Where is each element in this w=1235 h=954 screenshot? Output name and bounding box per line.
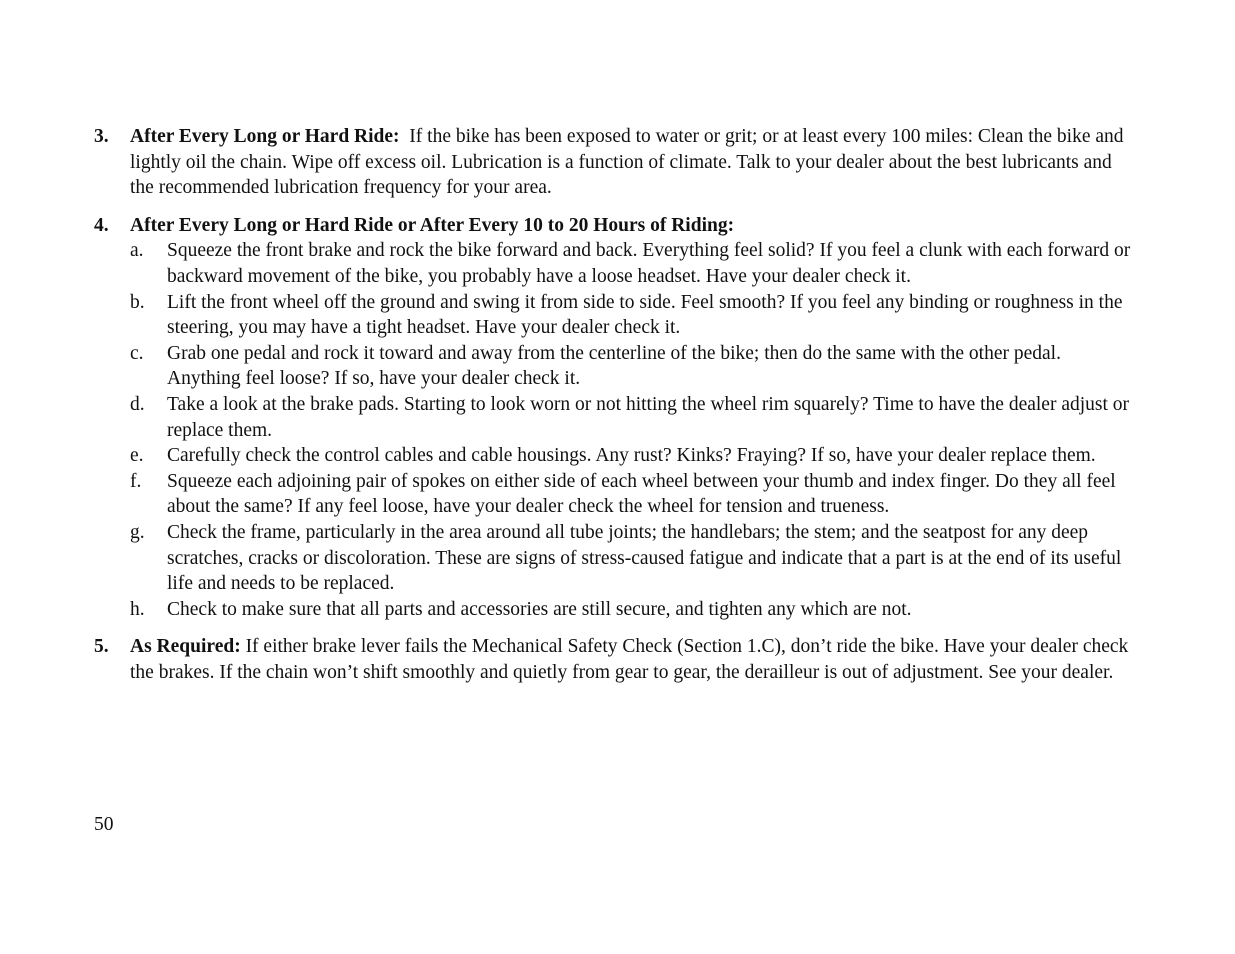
item-heading: As Required: [130,636,241,658]
sub-item-text: Squeeze the front brake and rock the bike forward and back. Everything feel solid? If you feel a clunk with each forward or backward movement of the bike, you probably have a loose headset. Have your dealer check it. [167,240,1131,287]
sub-item-b [130,290,1134,341]
item-text: If either brake lever fails the Mechanical Safety Check (Section 1.C), don’t ride the bike. Have your dealer check the brakes. If the chain won’t shift smoothly and quietly from gear to gear, the derailleur is out of adjustment. See your dealer. [130,636,1129,683]
item-text: If the bike has been exposed to water or grit; or at least every 100 miles: Clean the bike and lightly oil the chain. Wipe off excess oil. Lubrication is a function of climate. Talk to your dealer about the best lubricants and the recommended lubrication frequency for your area. [130,126,1124,199]
item-body [130,124,1134,201]
maintenance-list [94,124,1134,685]
item-number: 5. [94,636,109,658]
sub-item-letter: c. [130,342,144,364]
list-item-3 [94,124,1134,201]
item-body [130,634,1134,685]
item-number: 4. [94,214,109,236]
sub-item-text: Check to make sure that all parts and accessories are still secure, and tighten any which are not. [167,598,912,620]
page-number: 50 [94,814,114,835]
sub-item-f [130,469,1134,520]
list-item-5 [94,634,1134,685]
sub-item-letter: d. [130,393,145,415]
sub-item-g [130,520,1134,597]
sub-item-text: Lift the front wheel off the ground and swing it from side to side. Feel smooth? If you feel any binding or roughness in the steering, you may have a tight headset. Have your dealer check it. [167,291,1123,339]
sub-item-letter: e. [130,445,144,467]
item-number: 3. [94,126,109,147]
sub-item-h [130,597,1134,623]
sub-list [130,238,1134,622]
list-item-4 [94,213,1134,623]
sub-item-letter: h. [130,598,145,620]
item-body [130,213,1134,623]
sub-item-letter: b. [130,291,145,313]
sub-item-text: Squeeze each adjoining pair of spokes on either side of each wheel between your thumb and index finger. Do they all feel about the same? If any feel loose, have your dealer check the wheel for tension and trueness. [167,470,1116,518]
sub-item-letter: f. [130,470,142,492]
sub-item-letter: g. [130,521,145,543]
item-heading: After Every Long or Hard Ride or After Every 10 to 20 Hours of Riding: [130,214,735,236]
sub-item-letter: a. [130,240,144,262]
sub-item-d [130,392,1134,443]
sub-item-c [130,341,1134,392]
sub-item-text: Carefully check the control cables and cable housings. Any rust? Kinks? Fraying? If so, have your dealer replace them. [167,445,1096,467]
sub-item-text: Check the frame, particularly in the area around all tube joints; the handlebars; the stem; and the seatpost for any deep scratches, cracks or discoloration. These are signs of stress-caused fatigue and indicate that a part is at the end of its useful life and needs to be replaced. [167,521,1122,595]
sub-item-text: Grab one pedal and rock it toward and away from the centerline of the bike; then do the same with the other pedal. Anything feel loose? If so, have your dealer check it. [167,342,1061,390]
item-heading: After Every Long or Hard Ride: [130,126,400,147]
sub-item-a [130,238,1134,289]
sub-item-e [130,443,1134,469]
sub-item-text: Take a look at the brake pads. Starting to look worn or not hitting the wheel rim squarely? Time to have the dealer adjust or replace them. [167,393,1130,441]
